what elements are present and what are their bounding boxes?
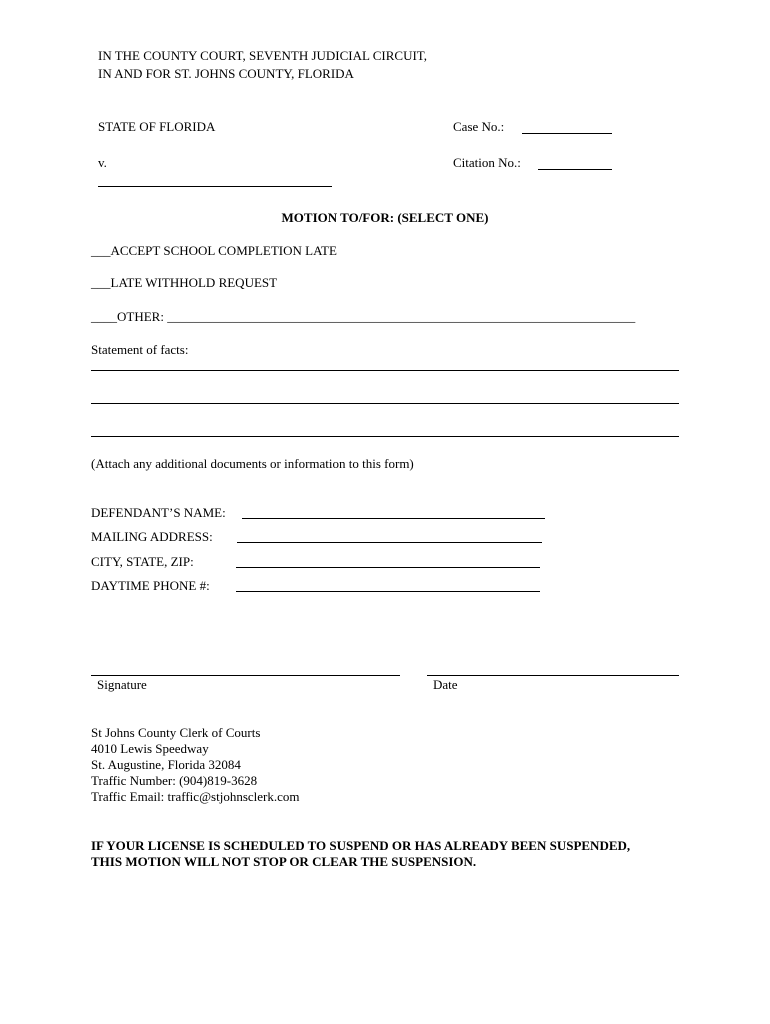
date-label: Date (433, 677, 458, 692)
signature-label: Signature (97, 677, 147, 692)
daytime-phone-label: DAYTIME PHONE #: (91, 578, 210, 593)
plaintiff-name: STATE OF FLORIDA (98, 119, 216, 134)
option-accept-school-late[interactable]: ___ACCEPT SCHOOL COMPLETION LATE (91, 243, 337, 258)
statement-line-2[interactable] (91, 403, 679, 404)
daytime-phone-field[interactable] (236, 591, 540, 592)
clerk-city: St. Augustine, Florida 32084 (91, 757, 241, 772)
city-state-zip-field[interactable] (236, 567, 540, 568)
statement-label: Statement of facts: (91, 342, 189, 357)
statement-line-3[interactable] (91, 436, 679, 437)
motion-title: MOTION TO/FOR: (SELECT ONE) (281, 210, 489, 225)
citation-no-label: Citation No.: (453, 155, 521, 170)
court-header-line2: IN AND FOR ST. JOHNS COUNTY, FLORIDA (98, 66, 354, 81)
option-other[interactable]: ____OTHER: ________________________________________________________________________ (91, 309, 636, 324)
court-header-line1: IN THE COUNTY COURT, SEVENTH JUDICIAL CIRCUIT, (98, 48, 428, 63)
defendant-name-label: DEFENDANT’S NAME: (91, 505, 226, 520)
attach-note: (Attach any additional documents or information to this form) (91, 456, 414, 471)
defendant-caption-field[interactable] (98, 186, 332, 187)
city-state-zip-label: CITY, STATE, ZIP: (91, 554, 194, 569)
mailing-address-field[interactable] (237, 542, 542, 543)
suspension-warning-line2: THIS MOTION WILL NOT STOP OR CLEAR THE SUSPENSION. (91, 854, 477, 869)
clerk-name: St Johns County Clerk of Courts (91, 725, 261, 740)
date-line[interactable] (427, 675, 679, 676)
case-no-field[interactable] (522, 133, 612, 134)
defendant-name-field[interactable] (242, 518, 545, 519)
versus-label: v. (98, 155, 107, 170)
suspension-warning-line1: IF YOUR LICENSE IS SCHEDULED TO SUSPEND OR HAS ALREADY BEEN SUSPENDED, (91, 838, 631, 853)
clerk-email: Traffic Email: traffic@stjohnsclerk.com (91, 789, 300, 804)
option-late-withhold[interactable]: ___LATE WITHHOLD REQUEST (91, 275, 278, 290)
case-no-label: Case No.: (453, 119, 505, 134)
signature-line[interactable] (91, 675, 400, 676)
statement-line-1[interactable] (91, 370, 679, 371)
mailing-address-label: MAILING ADDRESS: (91, 529, 213, 544)
clerk-phone: Traffic Number: (904)819-3628 (91, 773, 258, 788)
citation-no-field[interactable] (538, 169, 612, 170)
clerk-street: 4010 Lewis Speedway (91, 741, 209, 756)
